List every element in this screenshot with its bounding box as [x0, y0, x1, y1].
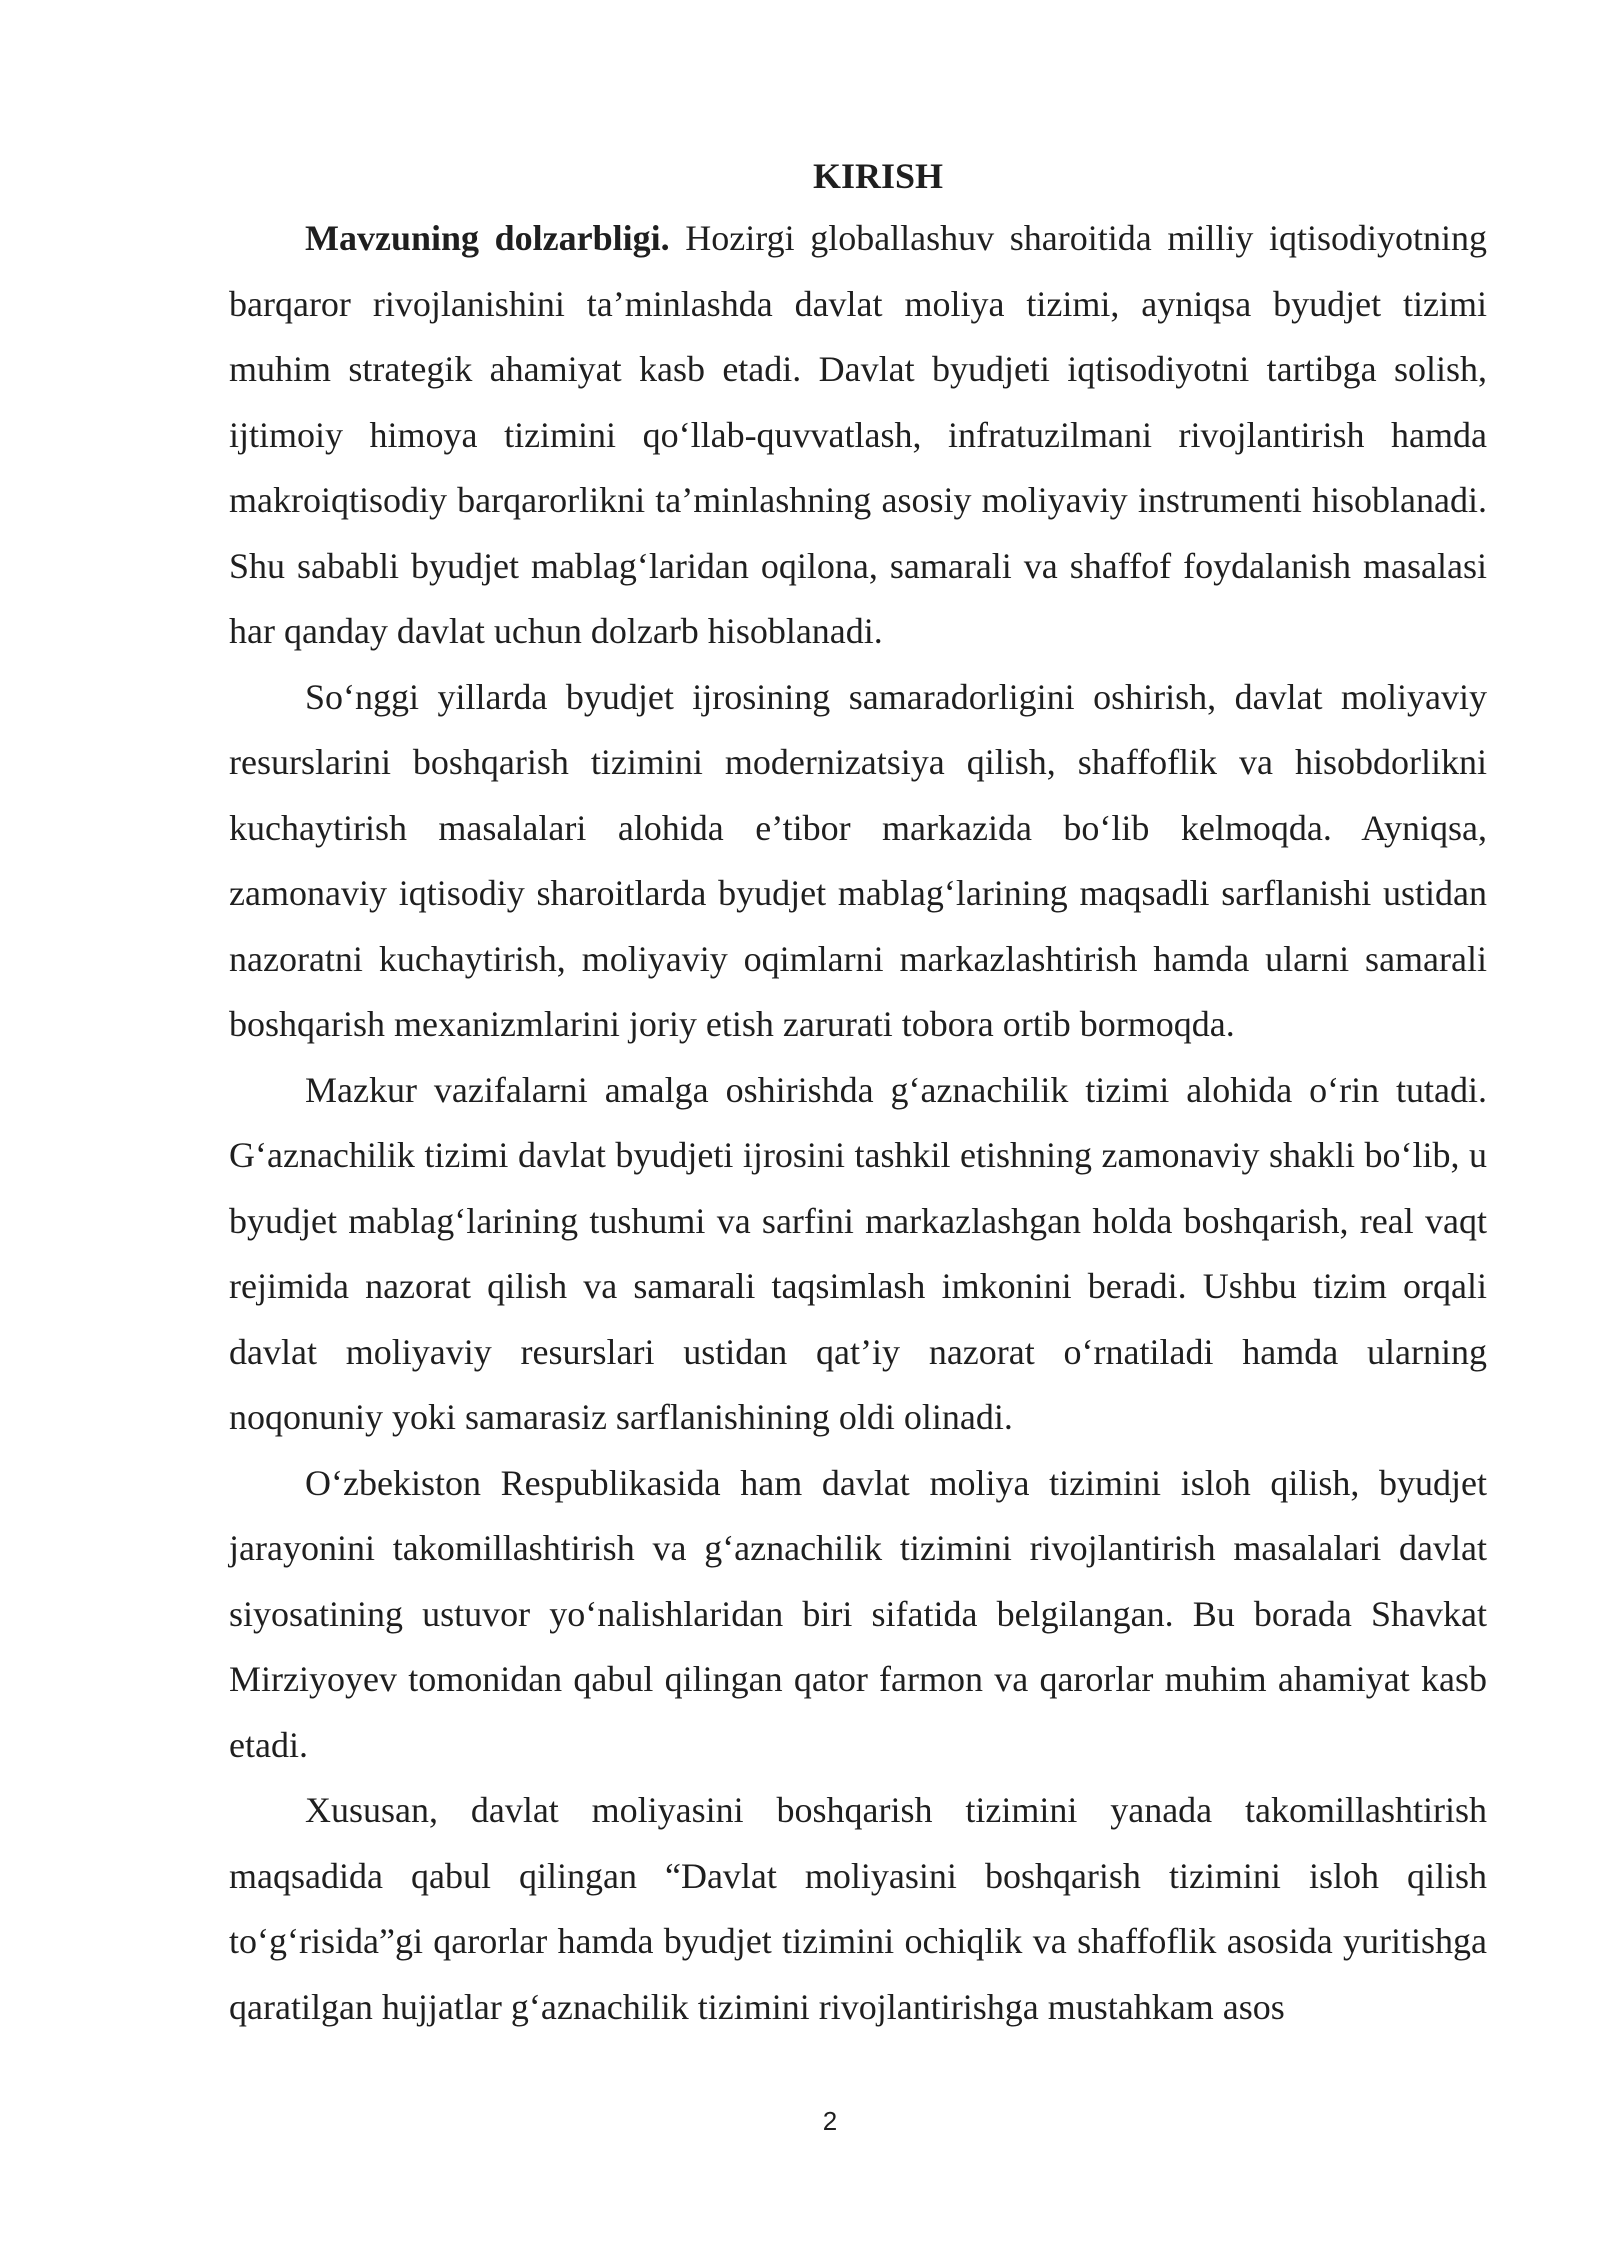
- paragraph-budget-efficiency: So‘nggi yillarda byudjet ijrosining samaradorligini oshirish, davlat moliyaviy resurslarini boshqarish tizimini modernizatsiya qilish, shaffoflik va hisobdorlikni kuchaytirish masalalari alohida e’tibor markazida bo‘lib kelmoqda. Ayniqsa, zamonaviy iqtisodiy sharoitlarda byudjet mablag‘larining maqsadli sarflanishi ustidan nazoratni kuchaytirish, moliyaviy oqimlarni markazlashtirish hamda ularni samarali boshqarish mexanizmlarini joriy etish zarurati tobora ortib bormoqda.: [229, 676, 1487, 1044]
- paragraph-treasury-system: Mazkur vazifalarni amalga oshirishda g‘aznachilik tizimi alohida o‘rin tutadi. G‘aznachilik tizimi davlat byudjeti ijrosini tashkil etishning zamonaviy shakli bo‘lib, u byudjet mablag‘larining tushumi va sarfini markazlashgan holda boshqarish, real vaqt rejimida nazorat qilish va samarali taqsimlash imkonini beradi. Ushbu tizim orqali davlat moliyaviy resurslari ustidan qat’iy nazorat o‘rnatiladi hamda ularning noqonuniy yoki samarasiz sarflanishining oldi olinadi.: [229, 1069, 1487, 1437]
- paragraph-decrees: Xususan, davlat moliyasini boshqarish tizimini yanada takomillashtirish maqsadida qabul qilingan “Davlat moliyasini boshqarish tizimini isloh qilish to‘g‘risida”gi qarorlar hamda byudjet tizimini ochiqlik va shaffoflik asosida yuritishga qaratilgan hujjatlar g‘aznachilik tizimini rivojlantirishga mustahkam asos: [229, 1790, 1487, 2027]
- paragraph-relevance: [229, 206, 1487, 665]
- paragraph-text: Hozirgi globallashuv sharoitida milliy iqtisodiyotning barqaror rivojlanishini ta’minlashda davlat moliya tizimi, ayniqsa byudjet tizimi muhim strategik ahamiyat kasb etadi. Davlat byudjeti iqtisodiyotni tartibga solish, ijtimoiy himoya tizimini qo‘llab-quvvatlash, infratuzilmani rivojlantirish hamda makroiqtisodiy barqarorlikni ta’minlashning asosiy moliyaviy instrumenti hisoblanadi. Shu sababli byudjet mablag‘laridan oqilona, samarali va shaffof foydalanish masalasi har qanday davlat uchun dolzarb hisoblanadi.: [229, 218, 1487, 651]
- paragraph-uzbekistan-reforms: O‘zbekiston Respublikasida ham davlat moliya tizimini isloh qilish, byudjet jarayonini takomillashtirish va g‘aznachilik tizimini rivojlantirish masalalari davlat siyosatining ustuvor yo‘nalishlaridan biri sifatida belgilangan. Bu borada Shavkat Mirziyoyev tomonidan qabul qilingan qator farmon va qarorlar muhim ahamiyat kasb etadi.: [229, 1462, 1487, 1765]
- section-heading: KIRISH: [812, 156, 944, 196]
- page-body: [229, 148, 1487, 2040]
- page-number: 2: [822, 2106, 838, 2136]
- paragraph-lead: Mavzuning dolzarbligi.: [305, 218, 670, 258]
